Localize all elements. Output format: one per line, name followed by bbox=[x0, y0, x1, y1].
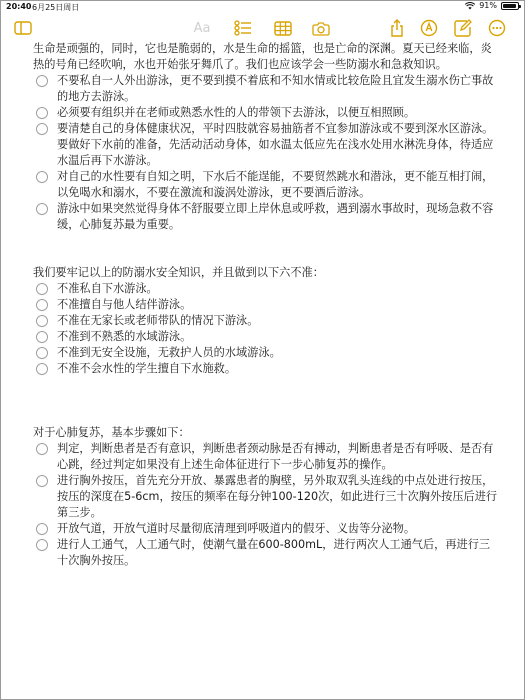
wifi-icon bbox=[465, 2, 475, 10]
checklist-item bbox=[33, 361, 501, 377]
cpr-intro: 对于心肺复苏，基本步骤如下： bbox=[33, 426, 190, 439]
checklist-item bbox=[33, 297, 501, 313]
checkbox-circle-icon[interactable] bbox=[36, 443, 48, 455]
checklist-item-text: 开放气道，开放气道时尽量彻底清理到呼吸道内的假牙、义齿等分泌物。 bbox=[57, 522, 416, 535]
checklist-item bbox=[33, 73, 501, 105]
checkbox-circle-icon[interactable] bbox=[36, 299, 48, 311]
spacer bbox=[33, 377, 501, 393]
checkbox-circle-icon[interactable] bbox=[36, 203, 48, 215]
checklist-item-text: 判定，判断患者是否有意识，判断患者颈动脉是否有搏动，判断患者是否有呼吸、是否有心跳，经过判定如果没有上述生命体征进行下一步心肺复苏的操作。 bbox=[57, 442, 494, 471]
checklist-item bbox=[33, 201, 501, 233]
checklist-item-text: 不准不会水性的学生擅自下水施救。 bbox=[57, 362, 237, 375]
six-rules-intro: 我们要牢记以上的防溺水安全知识，并且做到以下六不准： bbox=[33, 266, 324, 279]
checklist-item-text: 必须要有组织并在老师或熟悉水性的人的带领下去游泳，以便互相照顾。 bbox=[57, 106, 416, 119]
compose-icon[interactable] bbox=[452, 17, 474, 39]
spacer bbox=[33, 249, 501, 265]
status-bar bbox=[0, 0, 525, 14]
checklist-item bbox=[33, 473, 501, 521]
safety-checklist bbox=[33, 73, 501, 233]
status-time: 20:40 bbox=[6, 2, 32, 11]
checklist-item-text: 游泳中如果突然觉得身体不舒服要立即上岸休息或呼救，遇到溺水事故时，现场急救不容缓，心肺复苏最为重要。 bbox=[57, 202, 494, 231]
checkbox-circle-icon[interactable] bbox=[36, 363, 48, 375]
spacer bbox=[33, 233, 501, 249]
share-icon[interactable] bbox=[386, 17, 408, 39]
checklist-item bbox=[33, 345, 501, 361]
checklist-item bbox=[33, 121, 501, 169]
markup-icon[interactable] bbox=[418, 17, 440, 39]
checkbox-circle-icon[interactable] bbox=[36, 331, 48, 343]
checklist-item-text: 进行人工通气，人工通气时，使潮气量在600-800mL，进行两次人工通气后，再进行三十次胸外按压。 bbox=[57, 538, 491, 567]
camera-icon[interactable] bbox=[310, 17, 332, 39]
checklist-item bbox=[33, 521, 501, 537]
sidebar-icon[interactable] bbox=[12, 17, 34, 39]
battery-percent: 91% bbox=[479, 1, 497, 10]
checkbox-circle-icon[interactable] bbox=[36, 475, 48, 487]
checklist-item bbox=[33, 105, 501, 121]
battery-fill bbox=[503, 4, 516, 8]
checkbox-circle-icon[interactable] bbox=[36, 315, 48, 327]
spacer bbox=[33, 409, 501, 425]
checklist-item bbox=[33, 313, 501, 329]
checklist-item bbox=[33, 281, 501, 297]
checkbox-circle-icon[interactable] bbox=[36, 283, 48, 295]
checklist-item-text: 对自己的水性要有自知之明，下水后不能逞能，不要贸然跳水和潜泳，更不能互相打闹，以免喝水和溺水，不要在激流和漩涡处游泳，更不要酒后游泳。 bbox=[57, 170, 494, 199]
checkbox-circle-icon[interactable] bbox=[36, 171, 48, 183]
checkbox-circle-icon[interactable] bbox=[36, 539, 48, 551]
checklist-item bbox=[33, 441, 501, 473]
six-rules-checklist bbox=[33, 281, 501, 377]
checklist-item-text: 不准到无安全设施，无救护人员的水域游泳。 bbox=[57, 346, 281, 359]
battery-icon bbox=[501, 2, 519, 10]
checklist-item-text: 不准擅自与他人结伴游泳。 bbox=[57, 298, 192, 311]
status-right bbox=[465, 1, 519, 10]
checklist-item-text: 不准私自下水游泳。 bbox=[57, 282, 158, 295]
intro-paragraph: 生命是顽强的，同时，它也是脆弱的，水是生命的摇篮，也是亡命的深渊。夏天已经来临，炎热的号角已经吹响，水也开始张牙舞爪了。我们也应该学会一些防溺水和急救知识。 bbox=[33, 42, 492, 71]
checklist-item-text: 不要私自一人外出游泳，更不要到摸不着底和不知水情或比较危险且宜发生溺水伤亡事故的地方去游泳。 bbox=[57, 74, 494, 103]
checkbox-circle-icon[interactable] bbox=[36, 107, 48, 119]
checklist-item-text: 不准在无家长或老师带队的情况下游泳。 bbox=[57, 314, 259, 327]
checklist-item-text: 进行胸外按压，首先充分开放、暴露患者的胸壁，另外取双乳头连线的中点处进行按压，按压的深度在5-6cm，按压的频率在每分钟100-120次，如此进行三十次胸外按压后进行第三步。 bbox=[57, 474, 498, 519]
cpr-checklist bbox=[33, 441, 501, 569]
checklist-icon[interactable] bbox=[232, 17, 254, 39]
checkbox-circle-icon[interactable] bbox=[36, 123, 48, 135]
spacer bbox=[33, 393, 501, 409]
checklist-item-text: 不准到不熟悉的水域游泳。 bbox=[57, 330, 192, 343]
more-icon[interactable] bbox=[486, 17, 508, 39]
checkbox-circle-icon[interactable] bbox=[36, 523, 48, 535]
checklist-item bbox=[33, 169, 501, 201]
table-icon[interactable] bbox=[272, 17, 294, 39]
status-date: 6月25日周日 bbox=[32, 3, 80, 12]
checkbox-circle-icon[interactable] bbox=[36, 75, 48, 87]
toolbar bbox=[0, 14, 525, 44]
note-body[interactable] bbox=[33, 41, 501, 569]
format-button[interactable]: Aa bbox=[193, 20, 211, 36]
checklist-item bbox=[33, 329, 501, 345]
checklist-item bbox=[33, 537, 501, 569]
checklist-item-text: 要清楚自己的身体健康状况，平时四肢就容易抽筋者不宜参加游泳或不要到深水区游泳。要做好下水前的准备，先活动活动身体，如水温太低应先在浅水处用水淋洗身体，待适应水温后再下水游泳。 bbox=[57, 122, 494, 167]
checkbox-circle-icon[interactable] bbox=[36, 347, 48, 359]
